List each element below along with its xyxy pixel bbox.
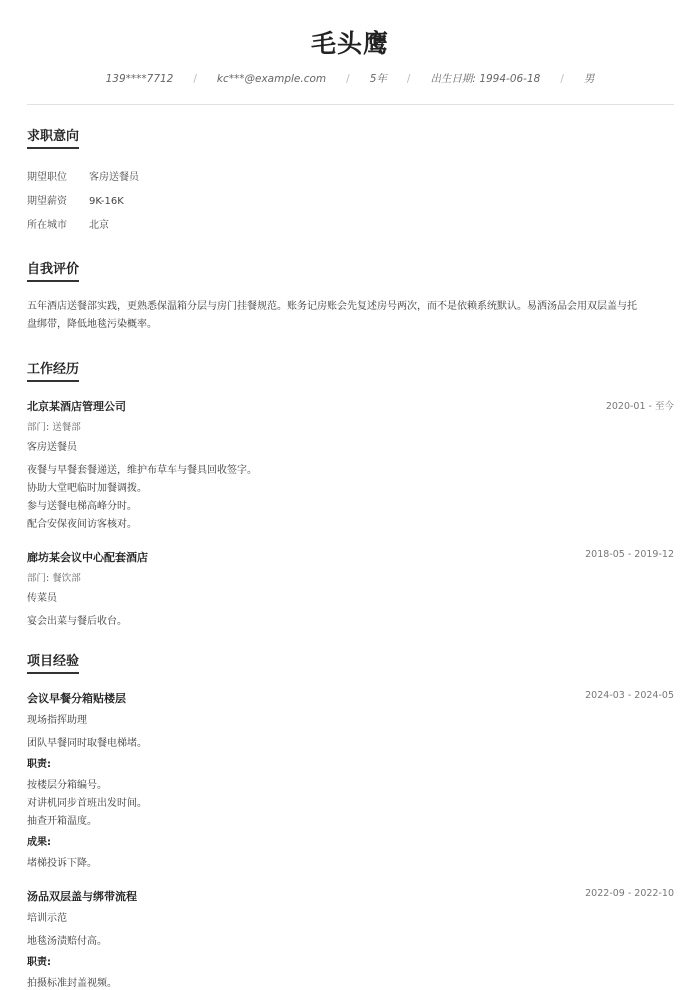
job-duty: 协助大堂吧临时加餐调拨。: [27, 483, 147, 494]
job-date: 2018-05 - 2019-12: [585, 549, 674, 560]
project-name: 汤品双层盖与绑带流程: [27, 890, 137, 903]
job-header: [27, 549, 674, 565]
project-duty: 按楼层分箱编号。: [27, 780, 107, 791]
job-duty: 配合安保夜间访客核对。: [27, 519, 137, 530]
duty-label: 职责:: [27, 957, 51, 968]
intent-key: 期望薪资: [27, 196, 67, 207]
summary-text: [27, 298, 674, 334]
intent-row-salary: [27, 192, 124, 207]
result-label: 成果:: [27, 837, 51, 848]
section-title-text: 自我评价: [27, 262, 80, 277]
intent-value: 9K-16K: [89, 196, 124, 207]
company-name: 廊坊某会议中心配套酒店: [27, 551, 148, 564]
intent-key: 期望职位: [27, 172, 67, 183]
contact-bar: [0, 71, 700, 86]
summary-line: 盘绑带，降低地毯污染概率。: [27, 319, 157, 330]
project-date: 2022-09 - 2022-10: [585, 888, 674, 899]
duty-label: 职责:: [27, 759, 51, 770]
project-header: [27, 690, 674, 706]
summary-line: 五年酒店送餐部实践，更熟悉保温箱分层与房门挂餐规范。账务记房账会先复述房号两次，而不是依赖系统默认。易洒汤品会用双层盖与托: [27, 301, 637, 312]
project-duty: 拍摄标准封盖视频。: [27, 978, 117, 989]
project-duty: 抽查开箱温度。: [27, 816, 97, 827]
section-title-summary: [27, 258, 79, 277]
separator: /: [406, 72, 411, 85]
company-name: 北京某酒店管理公司: [27, 400, 126, 413]
job-date: 2020-01 - 至今: [605, 401, 674, 412]
job-role: 传菜员: [27, 593, 57, 604]
intent-value: 北京: [89, 220, 109, 231]
section-title-intent: [27, 125, 79, 144]
phone: 139****7712: [105, 72, 174, 85]
email: kc***@example.com: [216, 72, 327, 85]
project-date: 2024-03 - 2024-05: [585, 690, 674, 701]
intent-row-position: [27, 168, 139, 183]
section-underline: [27, 672, 79, 674]
header-divider: [27, 104, 674, 105]
separator: /: [346, 72, 350, 85]
project-duty: 对讲机同步首班出发时间。: [27, 798, 147, 809]
project-role: 培训示范: [27, 913, 67, 924]
experience-years: 5年: [369, 73, 387, 85]
intent-key: 所在城市: [27, 220, 67, 231]
job-department: 部门: 送餐部: [27, 422, 81, 433]
section-underline: [27, 280, 79, 282]
project-result: 堵梯投诉下降。: [27, 858, 97, 869]
project-name: 会议早餐分箱贴楼层: [27, 692, 126, 705]
section-underline: [27, 147, 79, 149]
section-title-text: 工作经历: [27, 362, 80, 377]
project-description: 地毯汤渍赔付高。: [27, 936, 107, 947]
intent-row-city: [27, 216, 109, 231]
job-duty: 参与送餐电梯高峰分时。: [27, 501, 137, 512]
section-title-projects: [27, 650, 79, 669]
job-role: 客房送餐员: [27, 442, 77, 453]
section-title-text: 项目经验: [27, 654, 80, 669]
job-duty: 夜餐与早餐套餐递送，维护布草车与餐具回收签字。: [27, 465, 257, 476]
separator: /: [193, 72, 197, 85]
project-header: [27, 888, 674, 904]
job-header: [27, 398, 674, 414]
section-underline: [27, 380, 79, 382]
candidate-name: 毛头鹰: [310, 29, 389, 58]
job-duty: 宴会出菜与餐后收台。: [27, 616, 127, 627]
gender: 男: [583, 73, 595, 85]
project-role: 现场指挥助理: [27, 715, 87, 726]
birth-date: 出生日期: 1994-06-18: [430, 73, 541, 85]
separator: /: [560, 72, 564, 85]
section-title-work: [27, 358, 79, 377]
intent-value: 客房送餐员: [89, 172, 139, 183]
project-description: 团队早餐同时取餐电梯堵。: [27, 738, 147, 749]
job-department: 部门: 餐饮部: [27, 573, 81, 584]
section-title-text: 求职意向: [27, 129, 80, 144]
